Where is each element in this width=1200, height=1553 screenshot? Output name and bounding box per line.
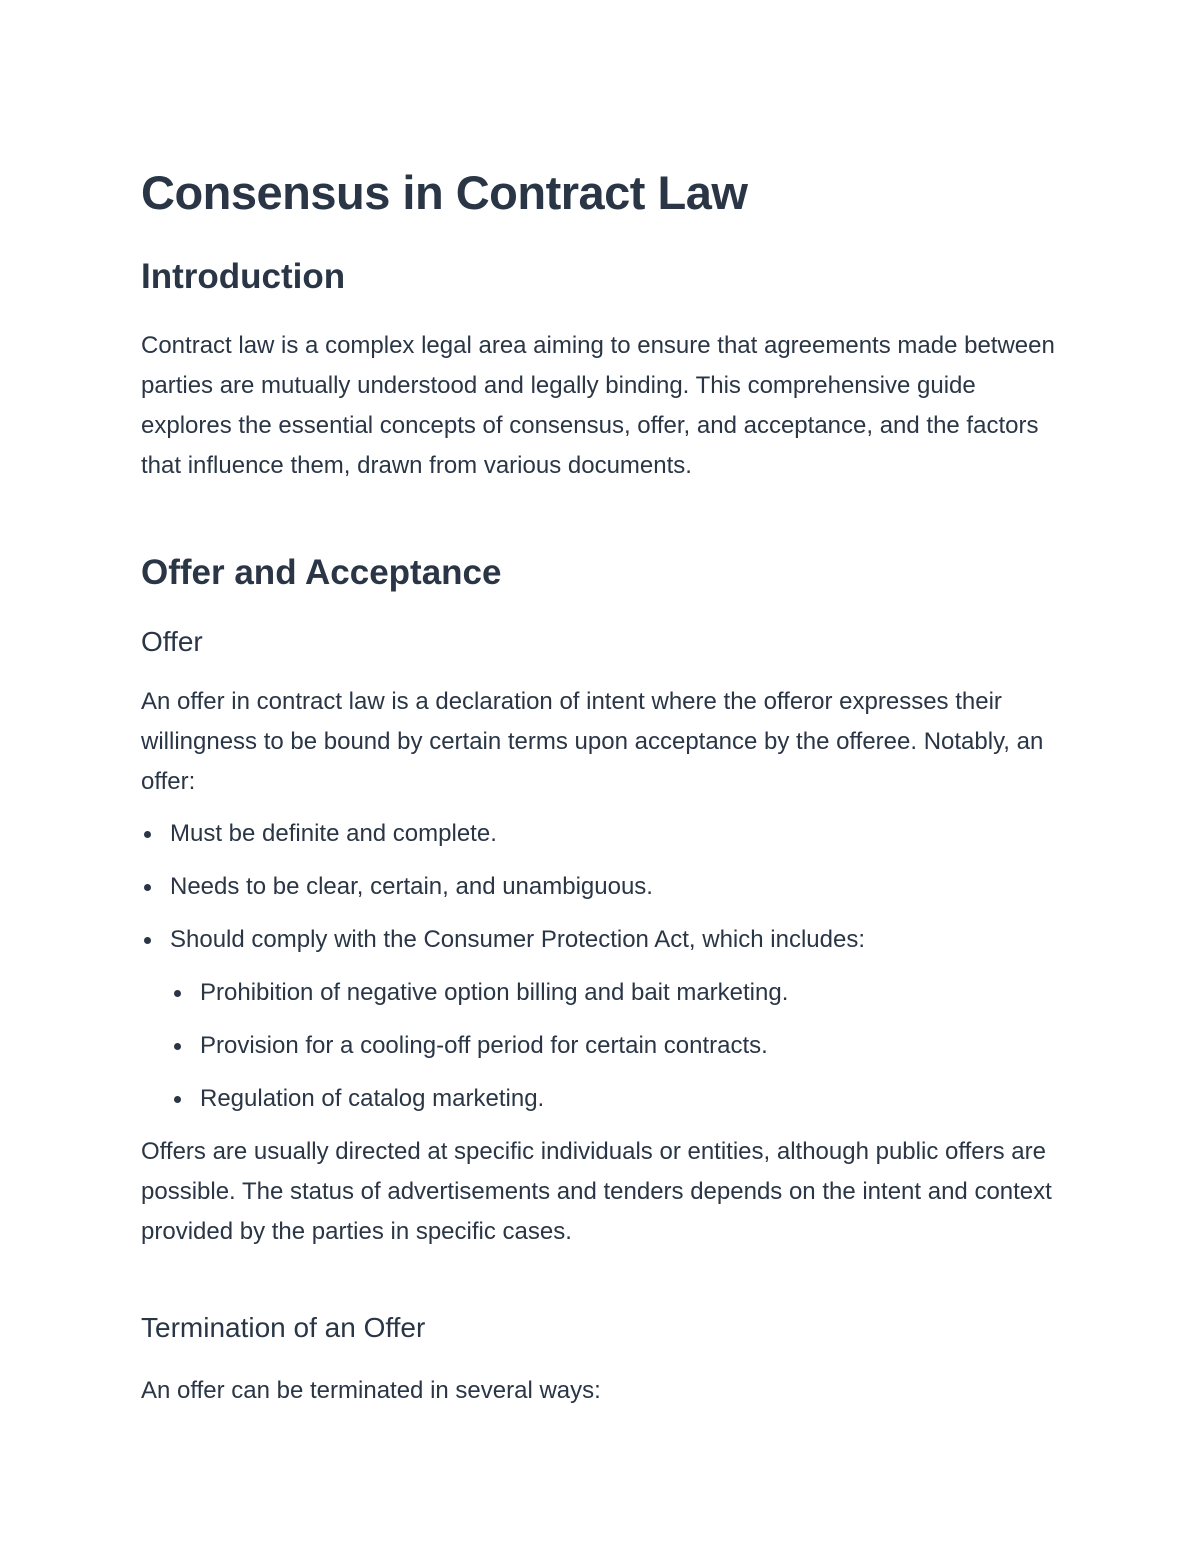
bullet-icon xyxy=(174,1043,181,1050)
sub-list-item-text: Regulation of catalog marketing. xyxy=(200,1085,545,1112)
heading-termination-of-offer: Termination of an Offer xyxy=(141,1312,426,1343)
heading-offer-and-acceptance: Offer and Acceptance xyxy=(141,553,502,592)
sub-list-item xyxy=(141,973,865,1026)
list-item-text: Must be definite and complete. xyxy=(170,820,497,847)
sub-list-item-text: Provision for a cooling-off period for certain contracts. xyxy=(200,1032,768,1059)
bullet-icon xyxy=(144,884,151,891)
bullet-icon xyxy=(174,1096,181,1103)
page-title: Consensus in Contract Law xyxy=(141,166,748,219)
bullet-icon xyxy=(144,937,151,944)
sub-list-item xyxy=(141,1026,865,1079)
heading-offer: Offer xyxy=(141,626,203,657)
list-item xyxy=(141,920,865,973)
offer-requirements-list xyxy=(141,814,865,1132)
list-item-text: Should comply with the Consumer Protection Act, which includes: xyxy=(170,926,866,953)
sub-list-item xyxy=(141,1079,865,1132)
heading-introduction: Introduction xyxy=(141,257,346,296)
list-item xyxy=(141,867,865,920)
paragraph-termination: An offer can be terminated in several ways: xyxy=(141,1377,601,1404)
list-item xyxy=(141,814,865,867)
sub-list-item-text: Prohibition of negative option billing and bait marketing. xyxy=(200,979,789,1006)
bullet-icon xyxy=(174,990,181,997)
paragraph-offer: An offer in contract law is a declaration of intent where the offeror expresses their willingness to be bound by certain terms upon acceptance by the offeree. Notably, an offer: xyxy=(141,688,1044,795)
list-item-text: Needs to be clear, certain, and unambiguous. xyxy=(170,873,653,900)
bullet-icon xyxy=(144,831,151,838)
paragraph-introduction: Contract law is a complex legal area aiming to ensure that agreements made between parties are mutually understood and legally binding. This comprehensive guide explores the essential concepts of consensus, offer, and acceptance, and the factors that influence them, drawn from various documents. xyxy=(141,332,1055,479)
paragraph-offer-directed: Offers are usually directed at specific individuals or entities, although public offers are possible. The status of advertisements and tenders depends on the intent and context provided by the parties in specific cases. xyxy=(141,1138,1052,1245)
